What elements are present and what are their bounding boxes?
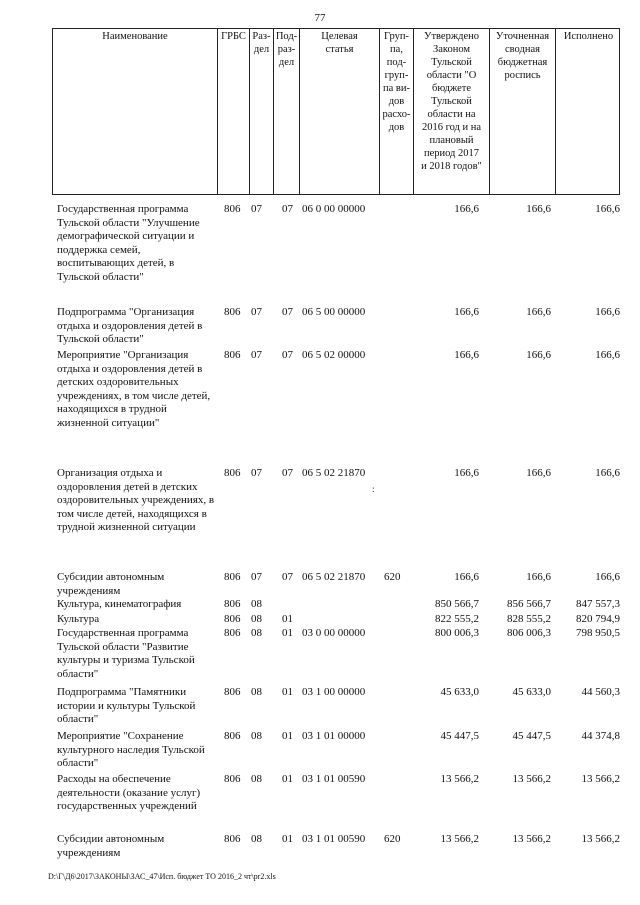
row-podrazdel: 01 [282, 613, 293, 625]
row-utv: 166,6 [454, 571, 479, 583]
row-utoch: 828 555,2 [507, 613, 551, 625]
row-podrazdel: 07 [282, 203, 293, 215]
header-razdel: Раз- дел [249, 29, 273, 194]
row-grbs: 806 [224, 730, 241, 742]
row-grbs: 806 [224, 467, 241, 479]
header-podrazdel: Под- раз- дел [273, 29, 299, 194]
row-tseleva: 03 0 00 00000 [302, 627, 366, 639]
row-utoch: 166,6 [526, 203, 551, 215]
header-isp: Исполнено [555, 29, 621, 194]
header-grbs: ГРБС [217, 29, 249, 194]
row-utoch: 45 633,0 [512, 686, 551, 698]
row-utoch: 166,6 [526, 306, 551, 318]
row-utv: 850 566,7 [435, 598, 479, 610]
row-grbs: 806 [224, 571, 241, 583]
row-name: Субсидии автономным учреждениям [57, 833, 165, 859]
row-utoch: 856 566,7 [507, 598, 551, 610]
row-gruppa: 620 [384, 571, 401, 583]
row-razdel: 08 [251, 627, 262, 639]
row-utv: 166,6 [454, 349, 479, 361]
row-isp: 44 374,8 [581, 730, 620, 742]
row-utv: 166,6 [454, 306, 479, 318]
row-name: Государственная программа Тульской области "Развитие культуры и туризма Тульской области" [57, 627, 195, 680]
row-utv: 45 447,5 [440, 730, 479, 742]
row-podrazdel: 07 [282, 349, 293, 361]
row-podrazdel: 07 [282, 571, 293, 583]
row-razdel: 07 [251, 467, 262, 479]
row-razdel: 07 [251, 571, 262, 583]
row-razdel: 08 [251, 613, 262, 625]
row-gruppa: 620 [384, 833, 401, 845]
row-podrazdel: 01 [282, 627, 293, 639]
table-header [52, 28, 620, 195]
row-tseleva: 06 5 02 00000 [302, 349, 366, 361]
row-utoch: 13 566,2 [512, 833, 551, 845]
row-utoch: 13 566,2 [512, 773, 551, 785]
row-utoch: 166,6 [526, 349, 551, 361]
row-isp: 13 566,2 [581, 833, 620, 845]
row-grbs: 806 [224, 613, 241, 625]
row-tseleva: 03 1 00 00000 [302, 686, 366, 698]
row-podrazdel: 01 [282, 773, 293, 785]
row-grbs: 806 [224, 833, 241, 845]
header-utv: Утверждено Законом Тульской области "О бюджете Тульской области на 2016 год и на плановый период 2017 и 2018 годов" [413, 29, 489, 194]
row-tseleva: 06 0 00 00000 [302, 203, 366, 215]
row-utoch: 166,6 [526, 571, 551, 583]
row-tseleva: 03 1 01 00590 [302, 773, 366, 785]
row-isp: 166,6 [595, 306, 620, 318]
row-tseleva: 06 5 02 21870 [302, 467, 366, 479]
row-grbs: 806 [224, 203, 241, 215]
row-name: Расходы на обеспечение деятельности (оказание услуг) государственных учреждений [57, 773, 201, 813]
row-razdel: 08 [251, 833, 262, 845]
row-grbs: 806 [224, 598, 241, 610]
row-utv: 13 566,2 [440, 773, 479, 785]
row-razdel: 07 [251, 349, 262, 361]
row-utv: 13 566,2 [440, 833, 479, 845]
row-utoch: 45 447,5 [512, 730, 551, 742]
header-gruppa: Груп- па, под- груп- па ви- дов расхо- дов [379, 29, 413, 194]
row-razdel: 08 [251, 730, 262, 742]
row-podrazdel: 07 [282, 467, 293, 479]
row-podrazdel: 01 [282, 686, 293, 698]
row-name: Подпрограмма "Памятники истории и культуры Тульской области" [57, 686, 196, 726]
row-razdel: 07 [251, 203, 262, 215]
row-grbs: 806 [224, 686, 241, 698]
row-utv: 800 006,3 [435, 627, 479, 639]
row-utoch: 166,6 [526, 467, 551, 479]
row-isp: 166,6 [595, 349, 620, 361]
row-grbs: 806 [224, 306, 241, 318]
row-razdel: 08 [251, 686, 262, 698]
row-isp: 166,6 [595, 571, 620, 583]
row-isp: 44 560,3 [581, 686, 620, 698]
row-grbs: 806 [224, 773, 241, 785]
header-tseleva: Целевая статья [299, 29, 379, 194]
row-podrazdel: 01 [282, 730, 293, 742]
row-utv: 45 633,0 [440, 686, 479, 698]
row-isp: 13 566,2 [581, 773, 620, 785]
row-grbs: 806 [224, 349, 241, 361]
row-utv: 166,6 [454, 467, 479, 479]
row-tseleva: 06 5 00 00000 [302, 306, 366, 318]
row-tseleva: 03 1 01 00590 [302, 833, 366, 845]
page-number: 77 [314, 12, 326, 24]
row-grbs: 806 [224, 627, 241, 639]
header-utoch: Уточненная сводная бюджетная роспись [489, 29, 555, 194]
row-name: Культура, кинематография [57, 598, 182, 610]
row-tseleva: 06 5 02 21870 [302, 571, 366, 583]
row-name: Мероприятие "Организация отдыха и оздоровления детей в детских оздоровительных учреждениях, в том числе детей, находящихся в трудной жизненной ситуации" [57, 349, 211, 429]
row-utoch: 806 006,3 [507, 627, 551, 639]
row-razdel: 08 [251, 773, 262, 785]
row-podrazdel: 07 [282, 306, 293, 318]
side-mark: : [372, 484, 375, 494]
row-isp: 798 950,5 [576, 627, 620, 639]
row-name: Государственная программа Тульской области "Улучшение демографической ситуации и поддержка семей, воспитывающих детей, в Тульской области" [57, 203, 200, 283]
row-isp: 166,6 [595, 467, 620, 479]
row-isp: 847 557,3 [576, 598, 620, 610]
row-name: Культура [57, 613, 100, 625]
row-razdel: 08 [251, 598, 262, 610]
row-tseleva: 03 1 01 00000 [302, 730, 366, 742]
header-name: Наименование [102, 31, 168, 42]
row-isp: 820 794,9 [576, 613, 620, 625]
row-podrazdel: 01 [282, 833, 293, 845]
row-razdel: 07 [251, 306, 262, 318]
row-utv: 822 555,2 [435, 613, 479, 625]
row-name: Мероприятие "Сохранение культурного наследия Тульской области" [57, 730, 205, 770]
row-name: Подпрограмма "Организация отдыха и оздоровления детей в Тульской области" [57, 306, 203, 346]
row-name: Организация отдыха и оздоровления детей в детских оздоровительных учреждениях, в том числе детей, находящихся в трудной жизненной ситуации [57, 467, 215, 534]
footer-file-path: D:\Г\Д6\2017\ЗАКОНЫ\ЗАС_47\Исп. бюджет ТО 2016_2 чт\pr2.xls [48, 872, 276, 881]
row-isp: 166,6 [595, 203, 620, 215]
row-utv: 166,6 [454, 203, 479, 215]
row-name: Субсидии автономным учреждениям [57, 571, 165, 597]
